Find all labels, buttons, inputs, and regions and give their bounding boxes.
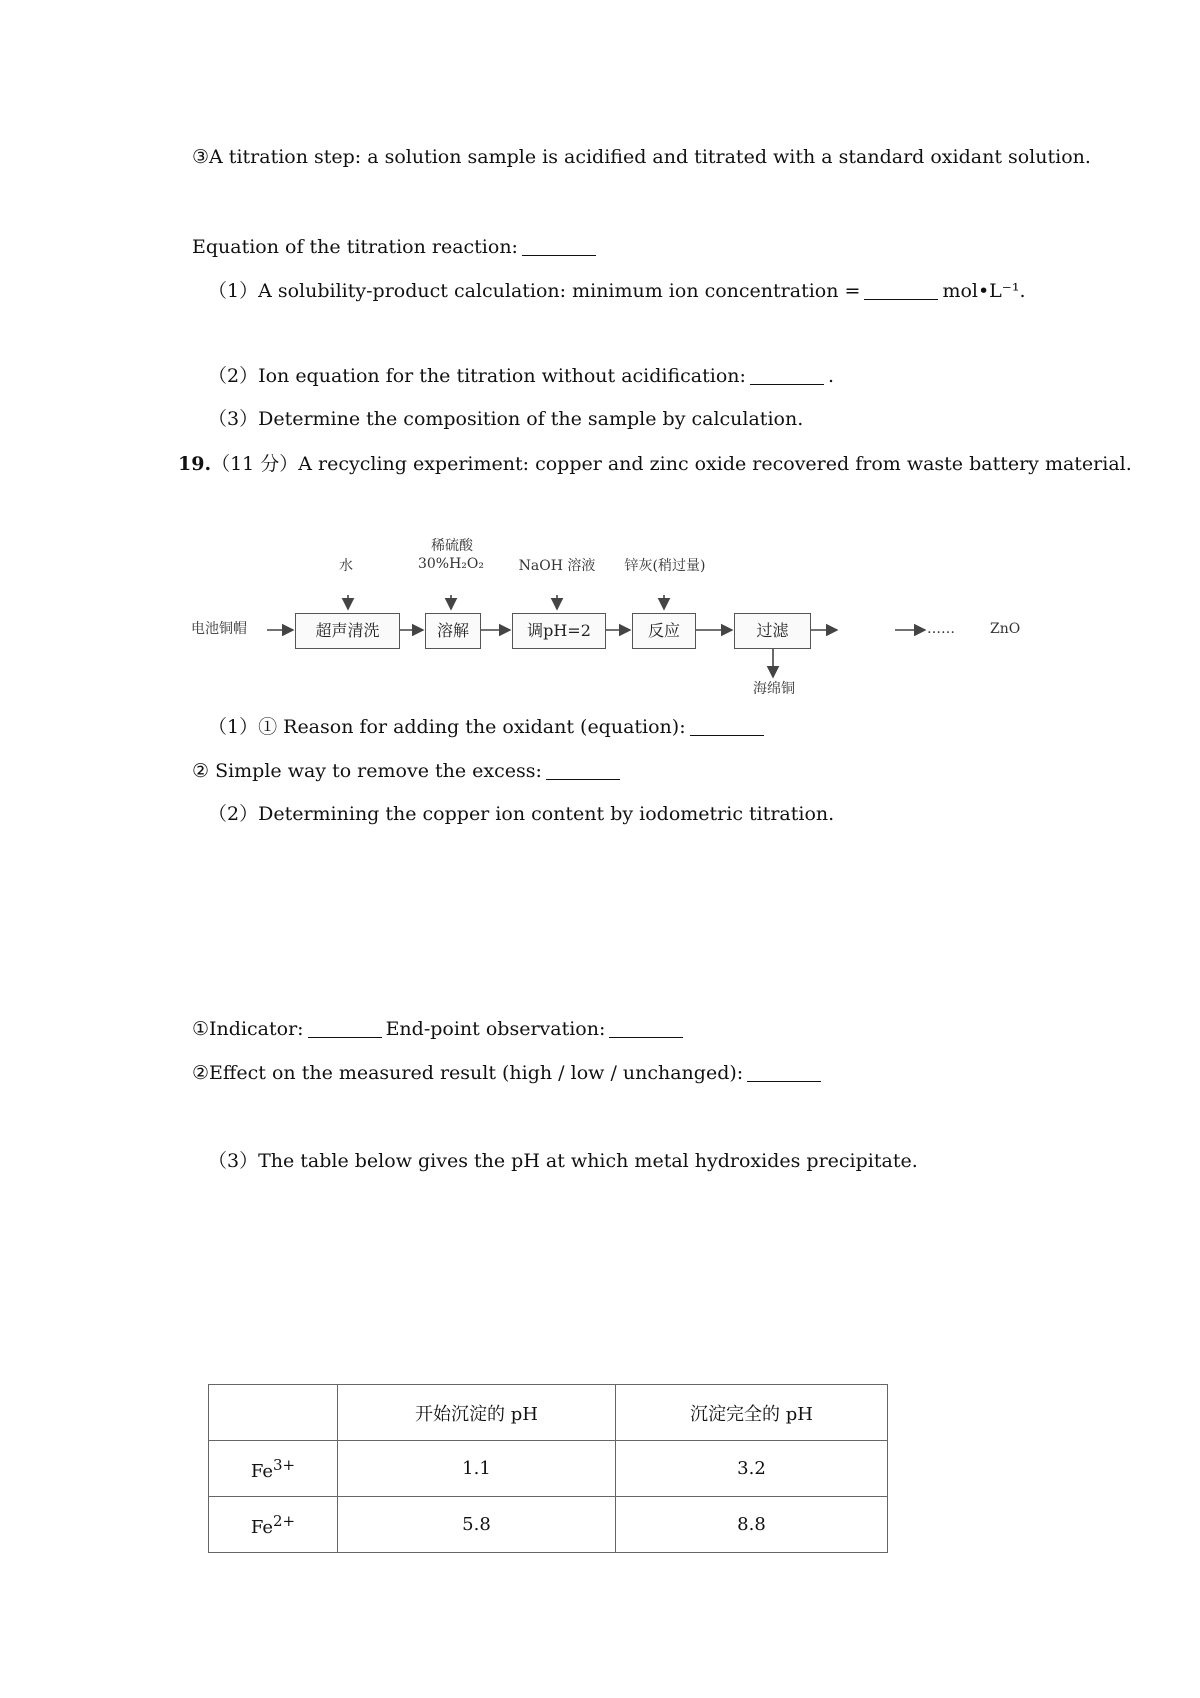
sub-question-number: （1） bbox=[208, 716, 259, 738]
sub-question-unit: mol•L⁻¹. bbox=[942, 280, 1026, 302]
flow-input-water: 水 bbox=[339, 558, 353, 574]
sub-question-number: ② bbox=[192, 1062, 210, 1084]
sub-question-tail: ② Simple way to remove the excess: bbox=[192, 760, 542, 782]
flow-step-1: 超声清洗 bbox=[295, 613, 400, 649]
answer-blank[interactable] bbox=[690, 715, 764, 736]
flow-end-product: ZnO bbox=[990, 621, 1021, 637]
answer-blank[interactable] bbox=[609, 1017, 683, 1038]
table-header-cell: 沉淀完全的 pH bbox=[616, 1385, 888, 1441]
ion-charge: 3+ bbox=[273, 1455, 296, 1474]
answer-blank[interactable] bbox=[864, 279, 938, 300]
question-19-1 bbox=[208, 713, 768, 741]
table-row bbox=[209, 1441, 888, 1497]
flow-input-peroxide: 30%H₂O₂ bbox=[417, 556, 485, 572]
flow-step-2: 溶解 bbox=[425, 613, 481, 649]
table-cell: 1.1 bbox=[338, 1441, 616, 1497]
answer-blank[interactable] bbox=[750, 364, 824, 385]
sub-question-unit: . bbox=[827, 365, 834, 387]
question-19-2-1 bbox=[192, 1015, 687, 1043]
table-cell: 5.8 bbox=[338, 1497, 616, 1553]
question-18-2 bbox=[208, 362, 834, 390]
sub-question-text: Determine the composition of the sample by calculation. bbox=[258, 408, 804, 430]
question-score: （11 分） bbox=[211, 453, 299, 475]
flow-byproduct: 海绵铜 bbox=[753, 681, 795, 697]
flow-step-3: 调pH=2 bbox=[512, 613, 606, 649]
table-cell: 3.2 bbox=[616, 1441, 888, 1497]
flow-input-zinc-ash: 锌灰(稍过量) bbox=[624, 558, 706, 574]
sub-question-text: A solubility-product calculation: minimum ion concentration = bbox=[258, 280, 861, 302]
flow-end-dots: …… bbox=[927, 621, 955, 637]
table-header-row bbox=[209, 1385, 888, 1441]
sub-question-number: （3） bbox=[208, 1150, 259, 1172]
table-cell-ion bbox=[209, 1497, 338, 1553]
ion-charge: 2+ bbox=[273, 1511, 296, 1530]
step-3-equation-line bbox=[192, 233, 600, 261]
question-19-2-2 bbox=[192, 1059, 825, 1087]
sub-question-number: （2） bbox=[208, 365, 259, 387]
sub-question-text: Ion equation for the titration without acidification: bbox=[258, 365, 746, 387]
flow-input-acid: 稀硫酸 bbox=[431, 538, 473, 554]
step-equation-label: Equation of the titration reaction: bbox=[192, 236, 518, 258]
flow-start: 电池铜帽 bbox=[191, 621, 247, 637]
sub-question-number: （1） bbox=[208, 280, 259, 302]
flow-step-4: 反应 bbox=[632, 613, 696, 649]
question-18-1 bbox=[208, 277, 1025, 305]
answer-blank[interactable] bbox=[308, 1017, 382, 1038]
ion-symbol: Fe bbox=[250, 1516, 274, 1538]
flow-input-naoh: NaOH 溶液 bbox=[518, 558, 596, 574]
precipitation-ph-table bbox=[208, 1384, 888, 1553]
table-row bbox=[209, 1497, 888, 1553]
sub-question-text: Effect on the measured result (high / low / unchanged): bbox=[209, 1062, 744, 1084]
answer-blank[interactable] bbox=[747, 1061, 821, 1082]
table-cell-ion bbox=[209, 1441, 338, 1497]
question-text: A recycling experiment: copper and zinc oxide recovered from waste battery material. bbox=[298, 453, 1132, 475]
question-19-1-tail bbox=[192, 757, 624, 785]
question-19-2 bbox=[208, 800, 834, 828]
question-19-stem bbox=[178, 450, 1132, 478]
answer-blank[interactable] bbox=[522, 235, 596, 256]
step-mark: ③ bbox=[192, 146, 210, 168]
question-19-3 bbox=[208, 1147, 918, 1175]
flow-step-5: 过滤 bbox=[734, 613, 811, 649]
ion-symbol: Fe bbox=[250, 1460, 274, 1482]
sub-question-number: ① bbox=[192, 1018, 210, 1040]
question-number: 19. bbox=[178, 453, 212, 475]
table-header-cell: 开始沉淀的 pH bbox=[338, 1385, 616, 1441]
sub-question-text: ① Reason for adding the oxidant (equation): bbox=[258, 716, 686, 738]
sub-question-tail: End-point observation: bbox=[385, 1018, 606, 1040]
sub-question-text: The table below gives the pH at which metal hydroxides precipitate. bbox=[258, 1150, 918, 1172]
step-3-line bbox=[192, 143, 1091, 171]
table-header-cell bbox=[209, 1385, 338, 1441]
answer-blank[interactable] bbox=[546, 759, 620, 780]
sub-question-number: （2） bbox=[208, 803, 259, 825]
step-text: A titration step: a solution sample is acidified and titrated with a standard oxidant solution. bbox=[209, 146, 1091, 168]
sub-question-number: （3） bbox=[208, 408, 259, 430]
sub-question-text: Indicator: bbox=[209, 1018, 304, 1040]
question-18-3 bbox=[208, 405, 803, 433]
table-cell: 8.8 bbox=[616, 1497, 888, 1553]
sub-question-text: Determining the copper ion content by iodometric titration. bbox=[258, 803, 835, 825]
